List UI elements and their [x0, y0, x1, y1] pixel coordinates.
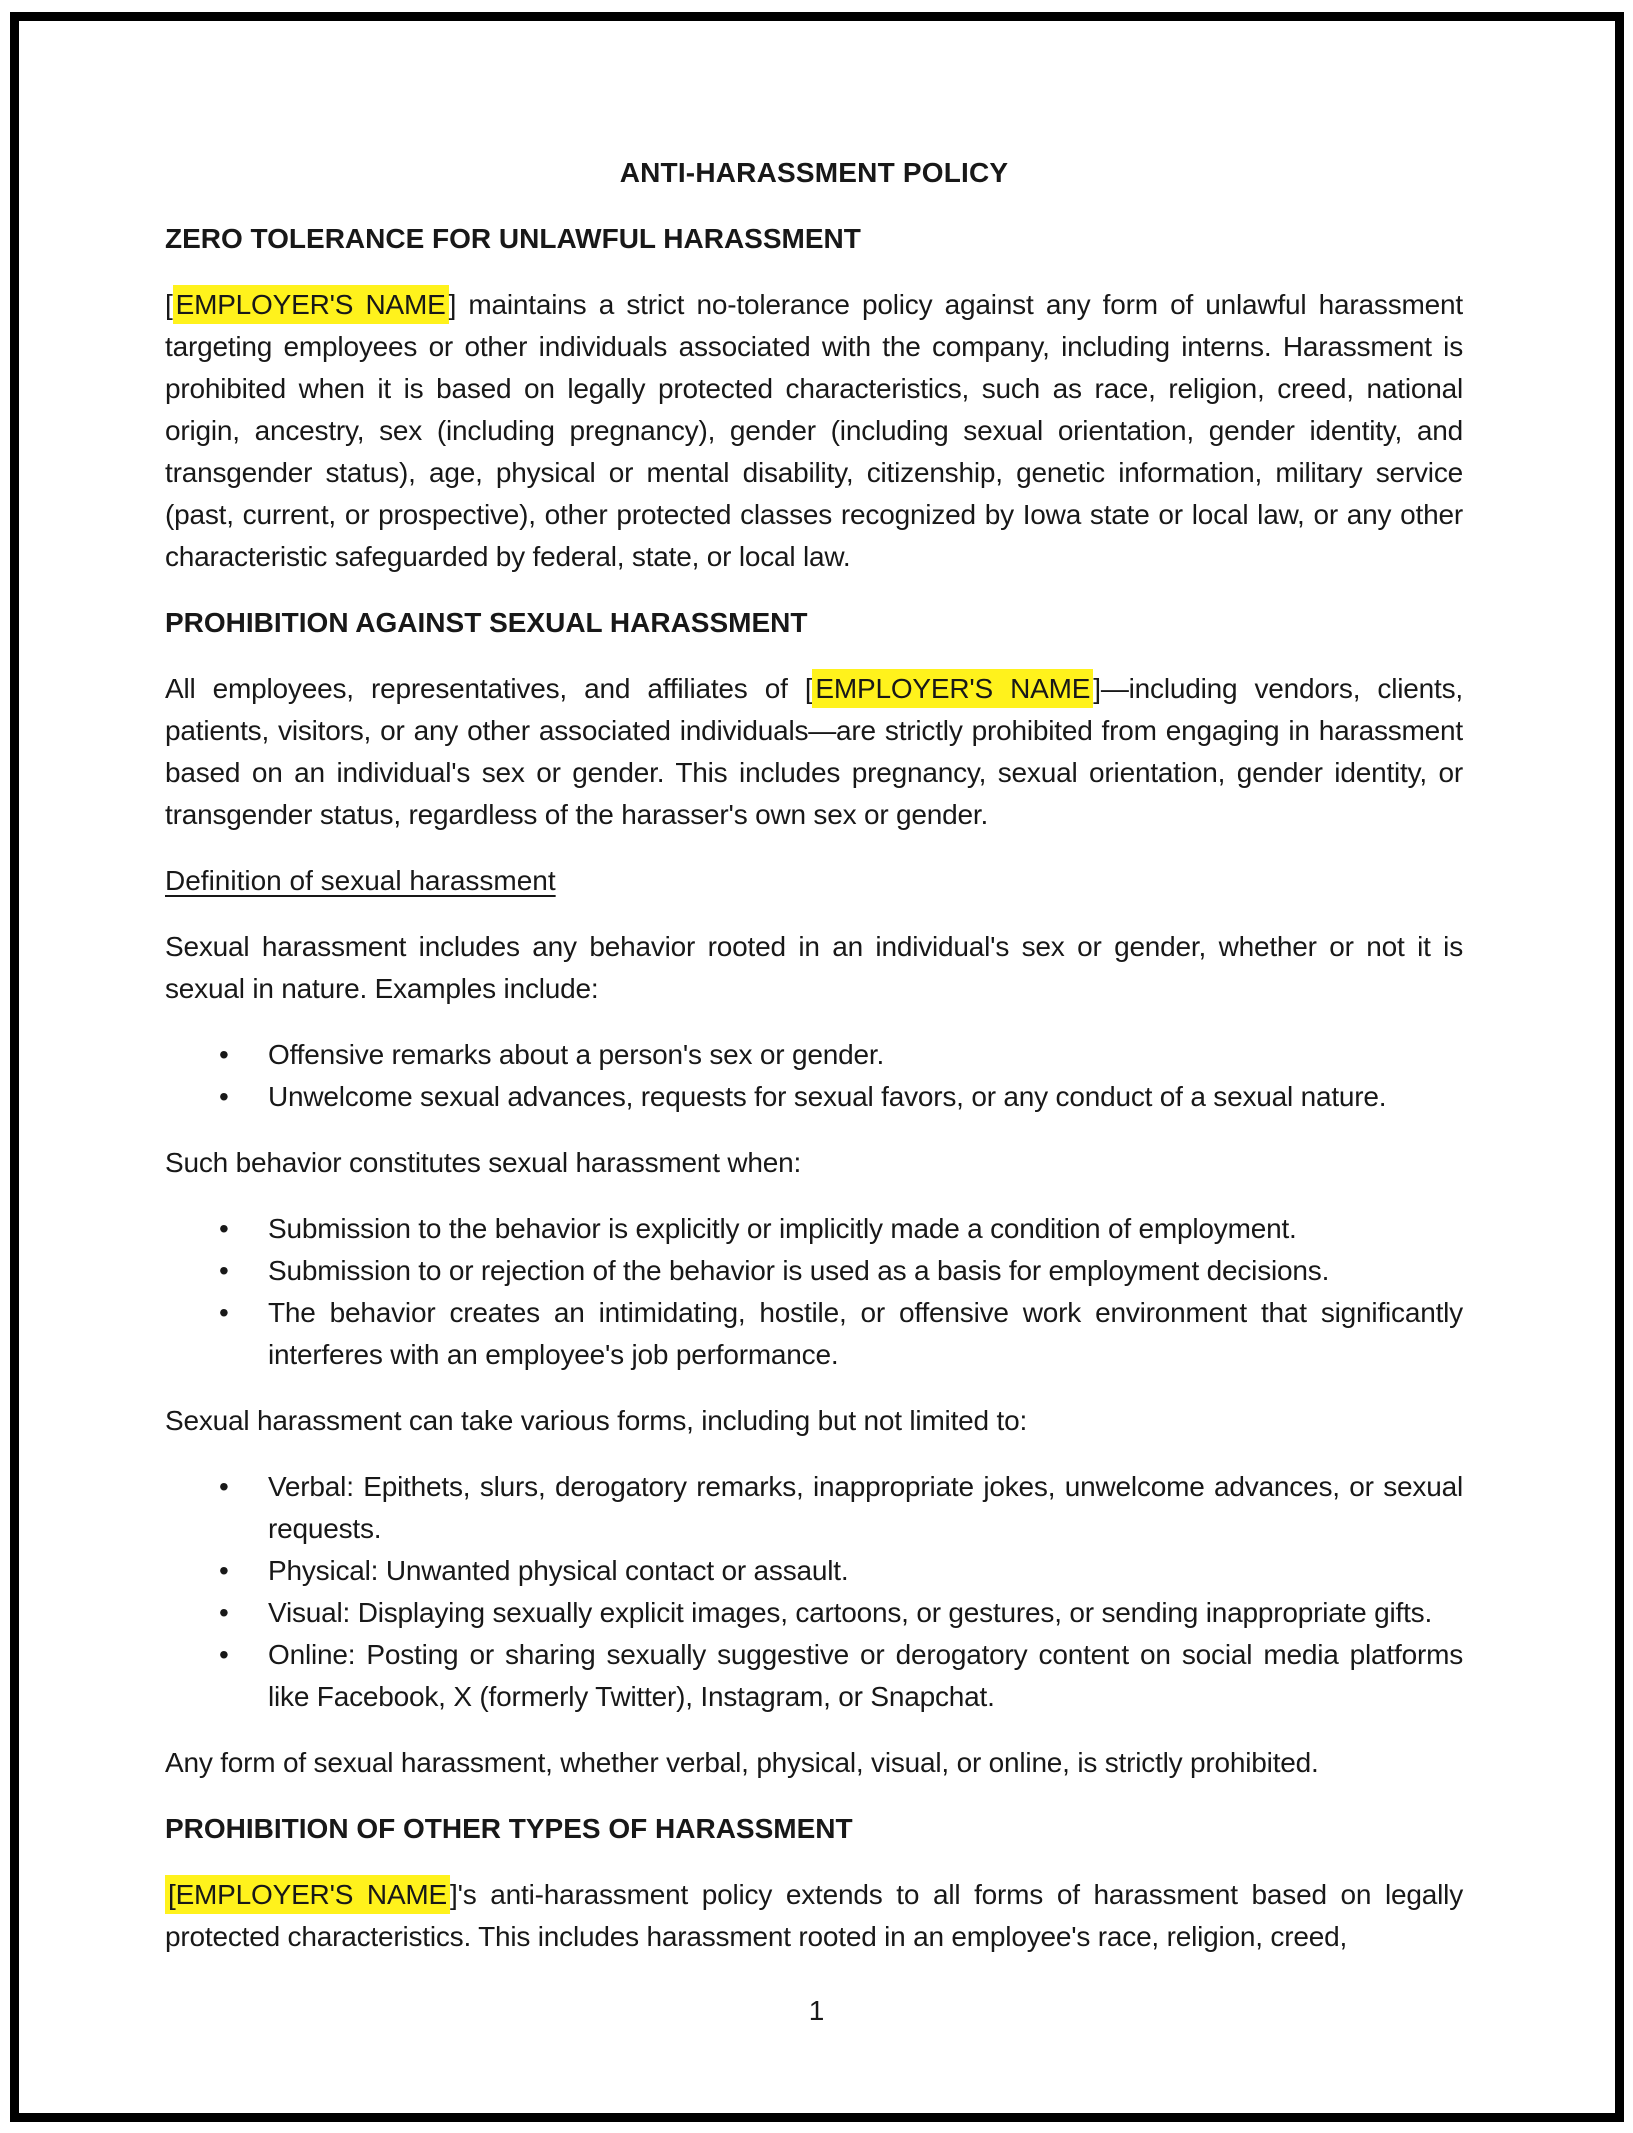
- paragraph-zero-tolerance: [165, 284, 1463, 578]
- list-item-example: • Unwelcome sexual advances, requests for sexual favors, or any conduct of a sexual nature.: [165, 1076, 1463, 1118]
- paragraph-forms-intro: Sexual harassment can take various forms, including but not limited to:: [165, 1405, 1028, 1436]
- page-content: [19, 21, 1615, 1958]
- employer-name-highlight: [EMPLOYER'S NAME: [165, 1875, 450, 1914]
- list-forms: [165, 1466, 1463, 1718]
- paragraph-definition: Sexual harassment includes any behavior rooted in an individual's sex or gender, whether or not it is sexual in nature. Examples include:: [165, 931, 1463, 1004]
- employer-name-highlight: EMPLOYER'S NAME: [173, 285, 449, 324]
- list-item-form: • Verbal: Epithets, slurs, derogatory remarks, inappropriate jokes, unwelcome advances, or sexual requests.: [165, 1466, 1463, 1550]
- list-conditions: [165, 1208, 1463, 1376]
- list-item-condition: • Submission to or rejection of the behavior is used as a basis for employment decisions.: [165, 1250, 1463, 1292]
- heading-sexual-harassment: PROHIBITION AGAINST SEXUAL HARASSMENT: [165, 607, 808, 638]
- list-item-form: • Visual: Displaying sexually explicit images, cartoons, or gestures, or sending inappropriate gifts.: [165, 1592, 1463, 1634]
- list-examples: [165, 1034, 1463, 1118]
- heading-zero-tolerance: ZERO TOLERANCE FOR UNLAWFUL HARASSMENT: [165, 223, 861, 254]
- list-item-condition: • The behavior creates an intimidating, hostile, or offensive work environment that significantly interferes with an employee's job performance.: [165, 1292, 1463, 1376]
- list-item-example: • Offensive remarks about a person's sex or gender.: [165, 1034, 1463, 1076]
- page-border-frame: [10, 12, 1624, 2122]
- employer-name-highlight: EMPLOYER'S NAME: [812, 669, 1093, 708]
- text-run: ]'s anti-harassment policy extends to all forms of harassment based on legally protected characteristics. This includes harassment rooted in an employee's race, religion, creed,: [165, 1879, 1463, 1952]
- text-run: ] maintains a strict no-tolerance policy against any form of unlawful harassment targeting employees or other individuals associated with the company, including interns. Harassment is prohibited when it is based on legally protected characteristics, such as race, religion, creed, national origin, ancestry, sex (including pregnancy), gender (including sexual orientation, gender identity, and transgender status), age, physical or mental disability, citizenship, genetic information, military service (past, current, or prospective), other protected classes recognized by Iowa state or local law, or any other characteristic safeguarded by federal, state, or local law.: [165, 289, 1463, 572]
- text-run: All employees, representatives, and affiliates of [: [165, 673, 813, 704]
- page-number: 1: [808, 1995, 825, 2026]
- paragraph-summary: Any form of sexual harassment, whether verbal, physical, visual, or online, is strictly prohibited.: [165, 1747, 1319, 1778]
- list-item-condition: • Submission to the behavior is explicitly or implicitly made a condition of employment.: [165, 1208, 1463, 1250]
- list-item-form: • Online: Posting or sharing sexually suggestive or derogatory content on social media platforms like Facebook, X (formerly Twitter), Instagram, or Snapchat.: [165, 1634, 1463, 1718]
- text-run-bracket: [: [165, 289, 173, 320]
- list-item-form: • Physical: Unwanted physical contact or assault.: [165, 1550, 1463, 1592]
- heading-definition-of-sexual-harassment: Definition of sexual harassment: [165, 865, 556, 896]
- paragraph-constitutes-intro: Such behavior constitutes sexual harassment when:: [165, 1147, 802, 1178]
- paragraph-sexual-harassment: [165, 668, 1463, 836]
- paragraph-other-harassment: [165, 1874, 1463, 1958]
- text-run: ]—including vendors, clients, patients, visitors, or any other associated individuals—are strictly prohibited from engaging in harassment based on an individual's sex or gender. This includes pregnancy, sexual orientation, gender identity, or transgender status, regardless of the harasser's own sex or gender.: [165, 673, 1463, 830]
- heading-other-harassment: PROHIBITION OF OTHER TYPES OF HARASSMENT: [165, 1813, 853, 1844]
- document-title: ANTI-HARASSMENT POLICY: [619, 157, 1009, 188]
